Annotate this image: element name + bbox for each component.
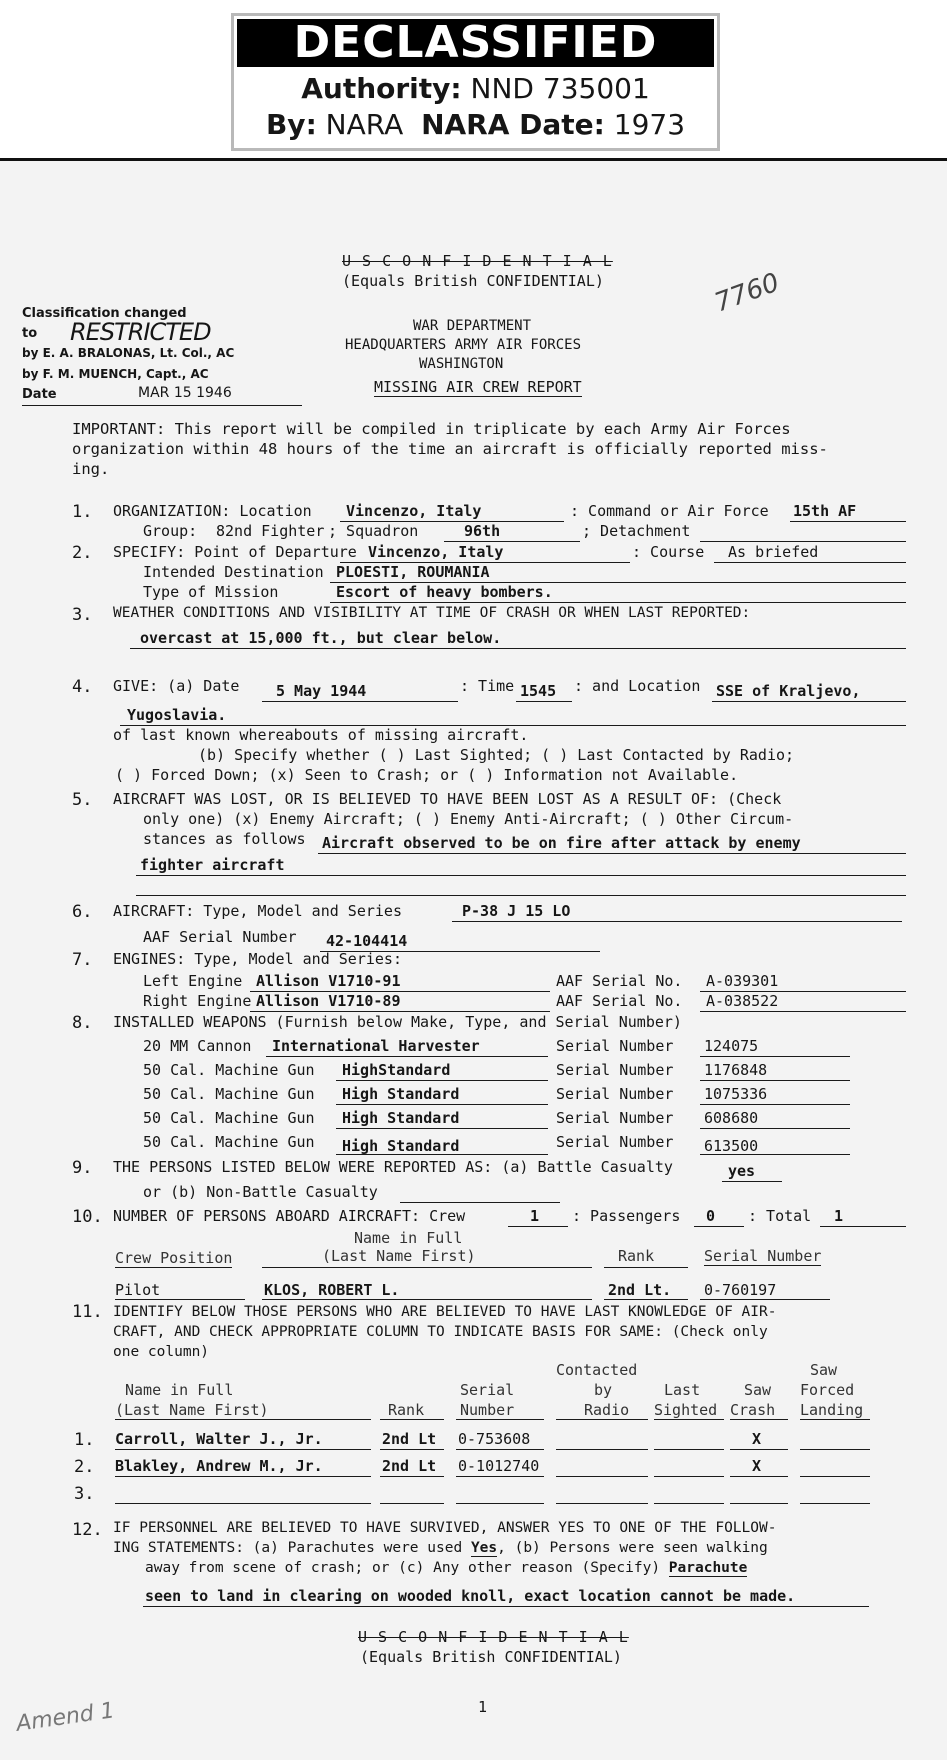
s8-weapon-make: High Standard [342, 1085, 460, 1103]
s10-passengers-value: 0 [706, 1207, 716, 1225]
s8-weapon-make: International Harvester [272, 1037, 480, 1055]
s10-crew-value: 1 [530, 1207, 540, 1225]
s12-parachutes-value: Yes [470, 1540, 498, 1556]
s8-weapon-serial: 124075 [704, 1037, 759, 1055]
witness-serial: 0-1012740 [458, 1457, 540, 1475]
classification-top: U S C O N F I D E N T I A L [342, 252, 613, 270]
s4-location-value2: Yugoslavia. [127, 706, 227, 724]
s8-weapon-serial: 608680 [704, 1109, 759, 1127]
s4-location-value: SSE of Kraljevo, [716, 682, 861, 700]
war-department: WAR DEPARTMENT [413, 318, 532, 334]
s12-other-reason-value2: seen to land in clearing on wooded knoll, exact location cannot be made. [145, 1587, 796, 1605]
s10-total-value: 1 [834, 1207, 844, 1225]
reclass-date: MAR 15 1946 [138, 385, 232, 401]
page-number: 1 [478, 1698, 488, 1716]
s8-weapon-serial: 613500 [704, 1137, 759, 1155]
s5-cause-value: Aircraft observed to be on fire after attack by enemy [322, 834, 801, 852]
reclass-date-label: Date [22, 387, 57, 402]
s3-weather-value: overcast at 15,000 ft., but clear below. [140, 629, 502, 647]
s1-org-label: ORGANIZATION: Location [113, 502, 312, 520]
reclass-by2: by F. M. MUENCH, Capt., AC [22, 367, 209, 381]
stamp-title: DECLASSIFIED [237, 19, 714, 67]
crew-rank: 2nd Lt. [608, 1281, 672, 1299]
s7-right-engine: Allison V1710-89 [256, 992, 401, 1010]
s8-weapon-serial: 1075336 [704, 1085, 768, 1103]
s8-weapon-make: High Standard [342, 1137, 460, 1155]
s12-line2: ING STATEMENTS: (a) Parachutes were used Yes, (b) Persons were seen walking [113, 1540, 768, 1556]
witness-name: Carroll, Walter J., Jr. [115, 1430, 323, 1448]
s7-right-serial: A-038522 [706, 992, 779, 1010]
hq-aaf: HEADQUARTERS ARMY AIR FORCES [345, 337, 582, 353]
stamp-by: By: NARA NARA Date: 1973 [265, 108, 686, 141]
s5-cause-value2: fighter aircraft [140, 856, 285, 874]
s1-group-value: 82nd Fighter [216, 522, 325, 540]
crew-serial: 0-760197 [704, 1281, 777, 1299]
s2-course-value: As briefed [728, 543, 819, 561]
witness-name: Blakley, Andrew M., Jr. [115, 1457, 323, 1475]
witness-serial: 0-753608 [458, 1430, 531, 1448]
classification-bottom: U S C O N F I D E N T I A L [358, 1628, 629, 1646]
crew-name: KLOS, ROBERT L. [264, 1281, 400, 1299]
witness-rank: 2nd Lt [382, 1430, 437, 1448]
washington: WASHINGTON [419, 356, 504, 372]
report-title: MISSING AIR CREW REPORT [374, 378, 582, 396]
stamp-authority: Authority: NND 735001 [301, 72, 650, 105]
s1-org-value: Vincenzo, Italy [346, 502, 482, 520]
reclass-to-label: to [22, 326, 38, 341]
reclass-by1: by E. A. BRALONAS, Lt. Col., AC [22, 346, 235, 360]
s8-weapon-serial: 1176848 [704, 1061, 768, 1079]
witness-saw-crash: X [752, 1457, 762, 1475]
s1-squadron-value: 96th [464, 522, 501, 540]
s2-intended-value: PLOESTI, ROUMANIA [336, 563, 490, 581]
s7-left-engine: Allison V1710-91 [256, 972, 401, 990]
intro-text: IMPORTANT: This report will be compiled in triplicate by each Army Air Forces organization within 48 hours of the time an aircraft is officially reported miss- ing. [72, 420, 828, 478]
reclass-restricted: RESTRICTED [70, 318, 211, 346]
handwritten-number: 7760 [710, 267, 784, 319]
s6-type-value: P-38 J 15 LO [462, 902, 571, 920]
s2-mission-value: Escort of heavy bombers. [336, 583, 553, 601]
classification-top-sub: (Equals British CONFIDENTIAL) [342, 272, 604, 290]
s4-date-value: 5 May 1944 [276, 682, 367, 700]
crew-position: Pilot [115, 1281, 161, 1299]
s12-line3: away from scene of crash; or (c) Any other reason (Specify) Parachute [145, 1560, 748, 1576]
handwritten-note: Amend 1 [14, 1698, 117, 1737]
s4-time-value: 1545 [520, 682, 557, 700]
witness-saw-crash: X [752, 1430, 762, 1448]
s2-departure-value: Vincenzo, Italy [368, 543, 504, 561]
reclass-line1: Classification changed [22, 306, 187, 321]
s11-instructions: IDENTIFY BELOW THOSE PERSONS WHO ARE BELIEVED TO HAVE LAST KNOWLEDGE OF AIR- CRAFT, AND CHECK APPROPRIATE COLUMN TO INDICATE BASIS FOR SAME: (Check only one column) [113, 1304, 777, 1360]
witness-rank: 2nd Lt [382, 1457, 437, 1475]
s8-weapon-make: High Standard [342, 1109, 460, 1127]
s7-left-serial: A-039301 [706, 972, 779, 990]
classification-bottom-sub: (Equals British CONFIDENTIAL) [360, 1648, 622, 1666]
s9-battle-value: yes [728, 1162, 756, 1180]
s8-weapon-make: HighStandard [342, 1061, 451, 1079]
declassified-stamp [231, 13, 720, 151]
s12-other-reason-value: Parachute [668, 1560, 748, 1576]
s6-serial-value: 42-104414 [326, 932, 408, 950]
s1-command-value: 15th AF [793, 502, 857, 520]
